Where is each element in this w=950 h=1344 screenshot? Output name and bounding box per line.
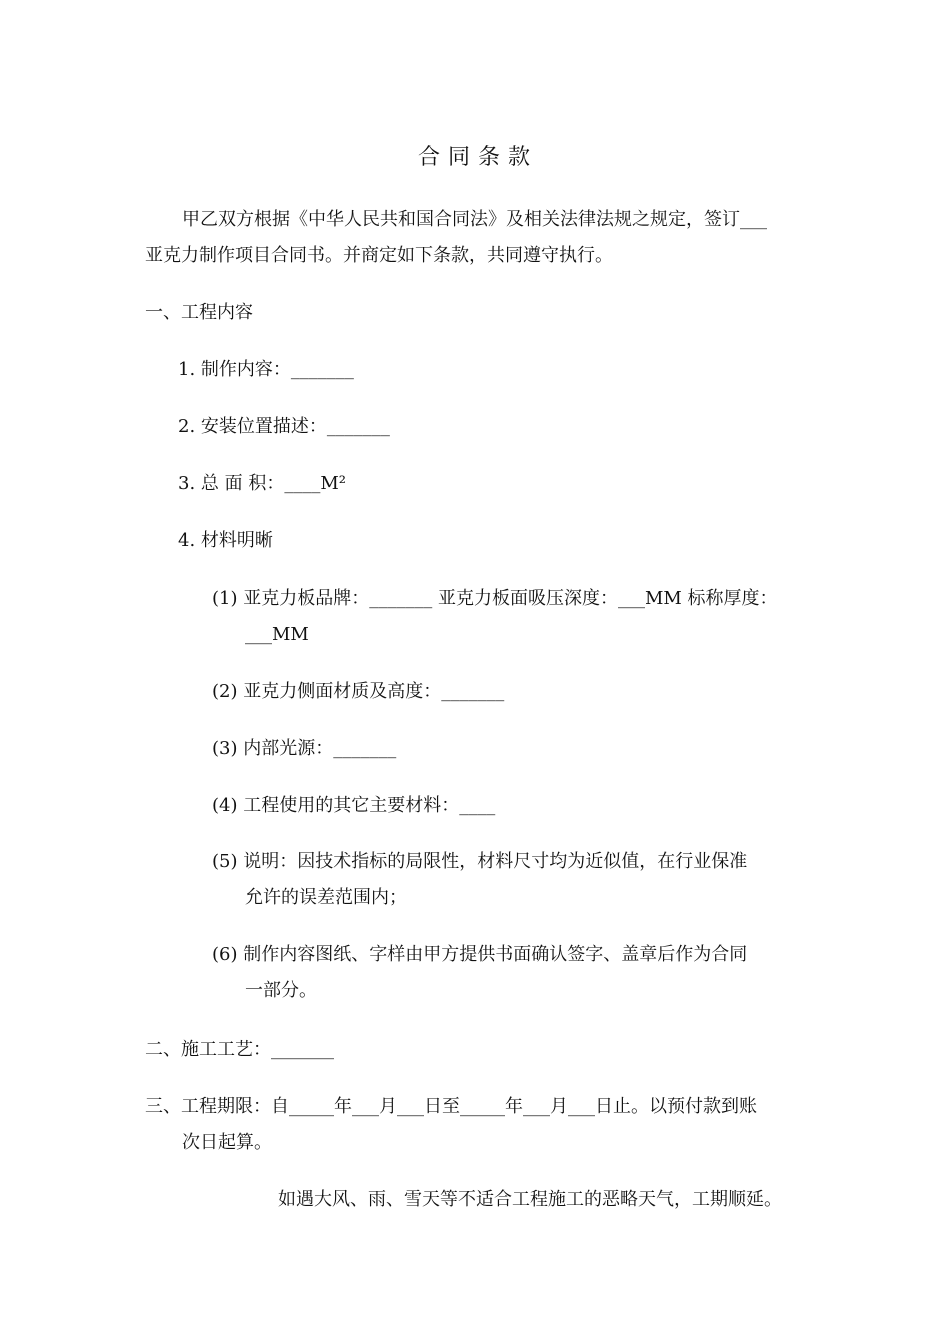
item-materials: 4. 材料明晰 (178, 530, 273, 551)
item-production-content: 1. 制作内容：_______ (178, 359, 354, 380)
section-heading-process: 二、施工工艺：_______ (145, 1039, 334, 1060)
sub-item-side-material: (2) 亚克力侧面材质及高度：_______ (212, 681, 505, 702)
item-install-location: 2. 安装位置描述：_______ (178, 416, 390, 437)
weather-note: 如遇大风、雨、雪天等不适合工程施工的恶略天气，工期顺延。 (278, 1189, 782, 1210)
intro-line-2: 亚克力制作项目合同书。并商定如下条款，共同遵守执行。 (145, 245, 613, 266)
sub-item-other-materials: (4) 工程使用的其它主要材料：____ (212, 795, 496, 816)
sub-item-note: (5) 说明：因技术指标的局限性，材料尺寸均为近似值，在行业保准 (212, 851, 748, 872)
section-heading-period: 三、工程期限：自_____年___月___日至_____年___月___日止。以预付款到账 (145, 1096, 757, 1117)
intro-line-1: 甲乙双方根据《中华人民共和国合同法》及相关法律法规之规定，签订___ (182, 209, 767, 230)
section-period-cont: 次日起算。 (182, 1132, 272, 1153)
sub-item-light-source: (3) 内部光源：_______ (212, 738, 397, 759)
sub-item-drawings-cont: 一部分。 (245, 980, 317, 1001)
sub-item-drawings: (6) 制作内容图纸、字样由甲方提供书面确认签字、盖章后作为合同 (212, 944, 748, 965)
sub-item-note-cont: 允许的误差范围内； (245, 887, 407, 908)
sub-item-acrylic-brand-cont: ___MM (245, 624, 309, 645)
page-title: 合同条款 (418, 145, 539, 170)
item-total-area: 3. 总 面 积：____M² (178, 473, 346, 494)
section-heading-content: 一、工程内容 (145, 302, 253, 323)
sub-item-acrylic-brand: (1) 亚克力板品牌：_______ 亚克力板面吸压深度：___MM 标称厚度： (212, 588, 778, 609)
